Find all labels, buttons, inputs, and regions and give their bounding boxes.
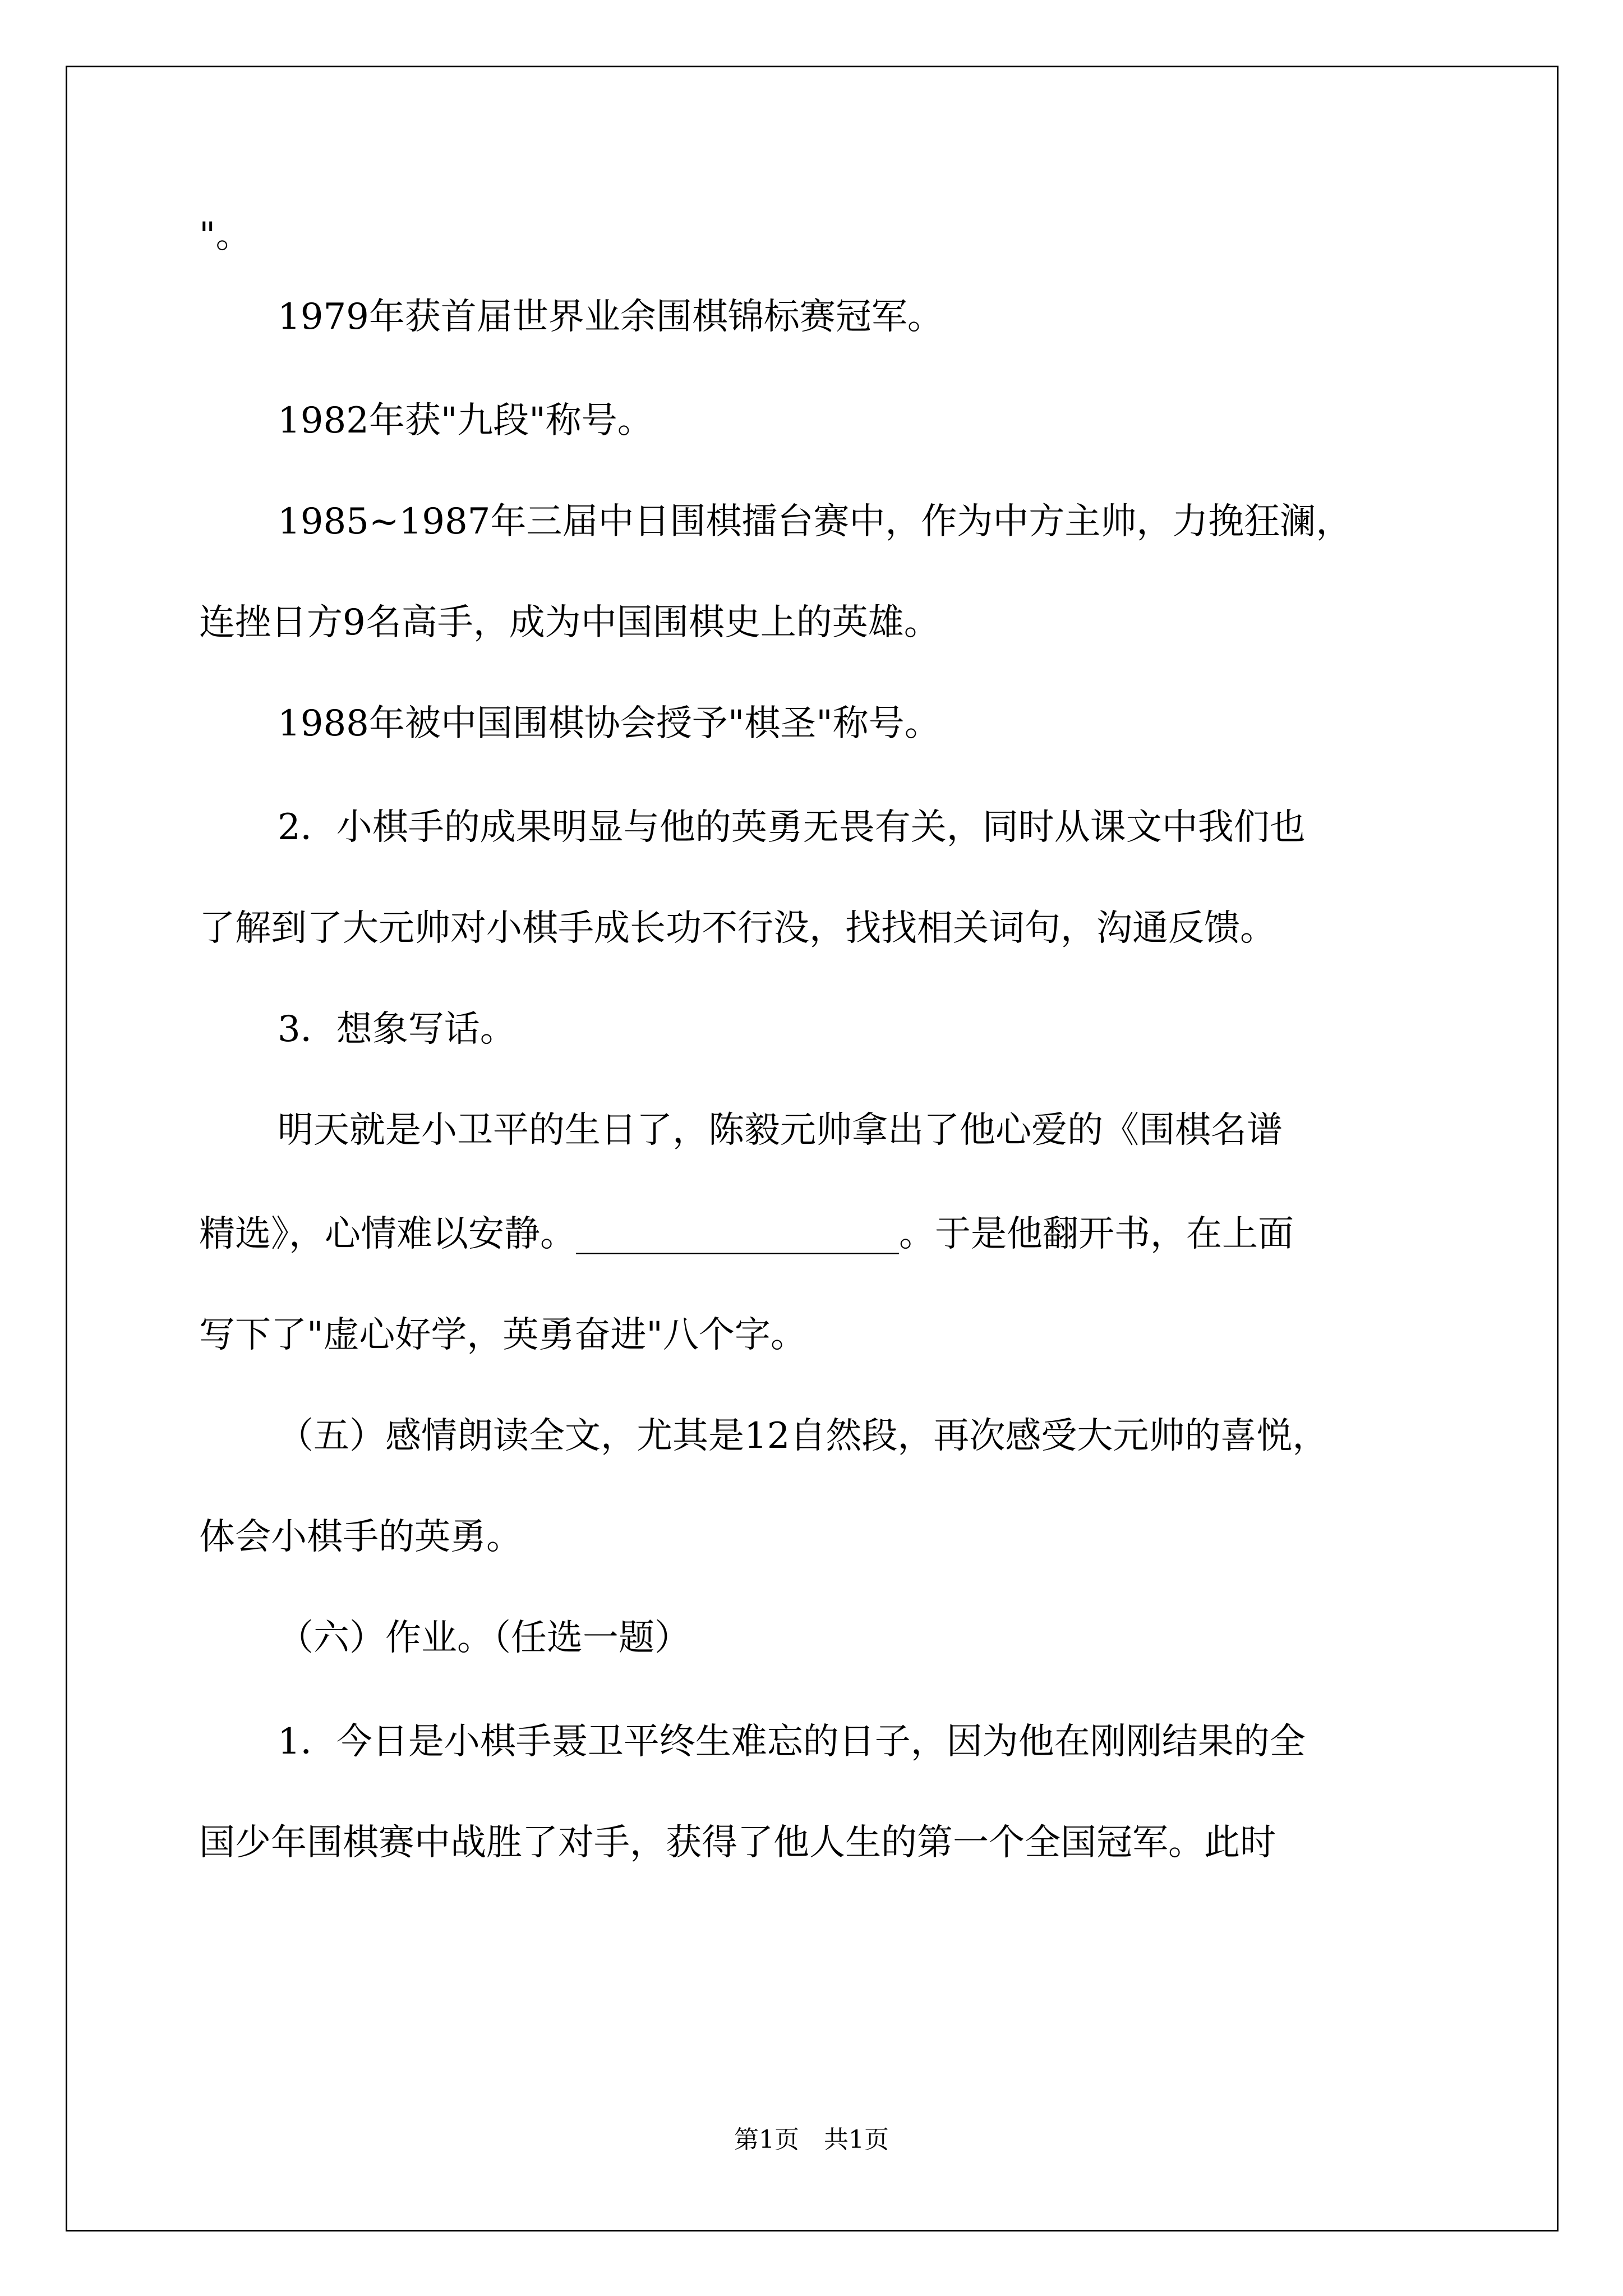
text-line: （六）作业。（任选一题） bbox=[278, 1617, 690, 1659]
text-line: 连挫日方9名高手，成为中国围棋史上的英雄。 bbox=[199, 602, 940, 643]
text-line: 明天就是小卫平的生日了，陈毅元帅拿出了他心爱的《围棋名谱 bbox=[278, 1110, 1283, 1151]
text-line: 体会小棋手的英勇。 bbox=[199, 1516, 522, 1558]
text-line: 3．想象写话。 bbox=[278, 1009, 516, 1050]
text-line: "。 bbox=[199, 215, 252, 256]
page-footer: 第1页 共1页 bbox=[734, 2125, 889, 2154]
text-line: 精选》，心情难以安静。__________________。于是他翻开书，在上面 bbox=[199, 1213, 1294, 1255]
text-line: 写下了"虚心好学，英勇奋进"八个字。 bbox=[199, 1314, 806, 1356]
text-line: 1985~1987年三届中日围棋擂台赛中，作为中方主帅，力挽狂澜， bbox=[278, 501, 1352, 542]
text-line: 1988年被中国围棋协会授予"棋圣"称号。 bbox=[278, 703, 940, 744]
text-line: （五）感情朗读全文，尤其是12自然段，再次感受大元帅的喜悦， bbox=[278, 1415, 1329, 1457]
text-line: 了解到了大元帅对小棋手成长功不行没，找找相关词句，沟通反馈。 bbox=[199, 908, 1276, 949]
text-line: 1982年获"九段"称号。 bbox=[278, 400, 653, 441]
text-line: 2．小棋手的成果明显与他的英勇无畏有关，同时从课文中我们也 bbox=[278, 807, 1306, 848]
text-line: 国少年围棋赛中战胜了对手，获得了他人生的第一个全国冠军。此时 bbox=[199, 1822, 1276, 1864]
text-line: 1979年获首届世界业余围棋锦标赛冠军。 bbox=[278, 296, 943, 338]
text-line: 1．今日是小棋手聂卫平终生难忘的日子，因为他在刚刚结果的全 bbox=[278, 1721, 1306, 1763]
